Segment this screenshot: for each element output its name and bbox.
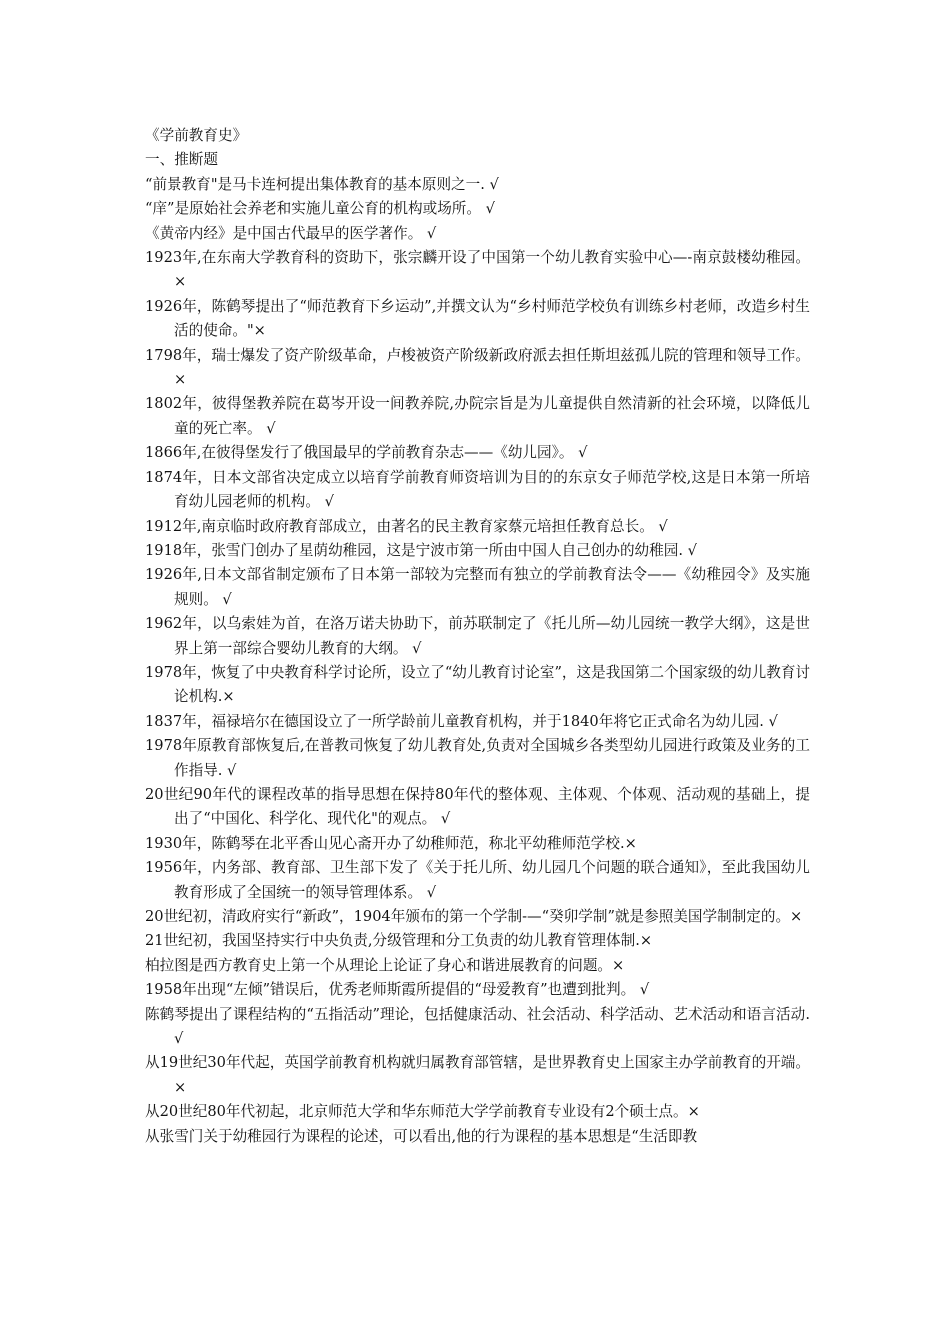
statement-item: 1912年,南京临时政府教育部成立，由著名的民主教育家蔡元培担任教育总长。 √ [145, 517, 668, 535]
statement-item: 1930年，陈鹤琴在北平香山见心斋开办了幼稚师范，称北平幼稚师范学校.× [145, 834, 637, 852]
statement-item: 20世纪90年代的课程改革的指导思想在保持80年代的整体观、主体观、个体观、活动观的基础上，提出了“中国化、科学化、现代化"的观点。 √ [145, 785, 810, 828]
statement-item: 1926年,日本文部省制定颁布了日本第一部较为完整而有独立的学前教育法令——《幼稚园令》及实施规则。 √ [145, 566, 810, 608]
document-title: 《学前教育史》 [145, 127, 248, 144]
statement-item: 《黄帝内经》是中国古代最早的医学著作。 √ [145, 224, 437, 242]
statement-item: 从张雪门关于幼稚园行为课程的论述，可以看出,他的行为课程的基本思想是“生活即教 [145, 1127, 698, 1145]
statement-item: 陈鹤琴提出了课程结构的“五指活动”理论，包括健康活动、社会活动、科学活动、艺术活动和语言活动. √ [145, 1005, 810, 1048]
statement-item: 1958年出现“左倾”错误后，优秀老师斯霞所提倡的“母爱教育”也遭到批判。 √ [145, 981, 650, 999]
statement-item: “前景教育"是马卡连柯提出集体教育的基本原则之一. √ [145, 175, 499, 193]
statement-item: 1923年,在东南大学教育科的资助下，张宗麟开设了中国第一个幼儿教育实验中心—-南京鼓楼幼稚园。× [145, 249, 810, 291]
statement-item: 1926年，陈鹤琴提出了“师范教育下乡运动”,并撰文认为“乡村师范学校负有训练乡村老师，改造乡村生活的使命。"× [145, 297, 810, 340]
statement-item: 1802年，彼得堡教养院在葛岑开设一间教养院,办院宗旨是为儿童提供自然清新的社会环境，以降低儿童的死亡率。 √ [145, 395, 810, 437]
statement-item: 1956年，内务部、教育部、卫生部下发了《关于托儿所、幼儿园几个问题的联合通知》，至此我国幼儿教育形成了全国统一的领导管理体系。 √ [145, 859, 810, 901]
section-heading: 一、推断题 [145, 151, 218, 169]
statement-item: “庠”是原始社会养老和实施儿童公育的机构或场所。 √ [145, 200, 495, 218]
statement-item: 21世纪初，我国坚持实行中央负责,分级管理和分工负责的幼儿教育管理体制.× [145, 932, 653, 950]
statement-item: 1918年，张雪门创办了星荫幼稚园，这是宁波市第一所由中国人自己创办的幼稚园. √ [145, 541, 697, 559]
statement-item: 柏拉图是西方教育史上第一个从理论上论证了身心和谐进展教育的问题。× [145, 956, 625, 974]
statement-item: 1866年,在彼得堡发行了俄国最早的学前教育杂志——《幼儿园》。 √ [145, 444, 588, 462]
statement-item: 1978年原教育部恢复后,在普教司恢复了幼儿教育处,负责对全国城乡各类型幼儿园进行政策及业务的工作指导. √ [145, 737, 810, 779]
statement-item: 从20世纪80年代初起，北京师范大学和华东师范大学学前教育专业设有2个硕士点。× [145, 1103, 700, 1121]
statement-item: 1874年，日本文部省决定成立以培育学前教育师资培训为目的的东京女子师范学校,这是日本第一所培育幼儿园老师的机构。 √ [145, 468, 810, 511]
statement-item: 从19世纪30年代起，英国学前教育机构就归属教育部管辖，是世界教育史上国家主办学前教育的开端。× [145, 1054, 810, 1096]
statement-item: 20世纪初，清政府实行“新政”，1904年颁布的第一个学制-—“癸卯学制”就是参照美国学制制定的。× [145, 908, 803, 925]
statement-item: 1962年，以乌索娃为首，在洛万诺夫协助下，前苏联制定了《托儿所—幼儿园统一教学大纲》，这是世界上第一部综合婴幼儿教育的大纲。 √ [145, 615, 810, 657]
statement-item: 1837年，福禄培尔在德国设立了一所学龄前儿童教育机构，并于1840年将它正式命名为幼儿园. √ [145, 712, 778, 730]
document-body [145, 124, 810, 1149]
statement-item: 1798年，瑞士爆发了资产阶级革命，卢梭被资产阶级新政府派去担任斯坦兹孤儿院的管理和领导工作。× [145, 346, 810, 389]
statement-item: 1978年，恢复了中央教育科学讨论所，设立了“幼儿教育讨论室”，这是我国第二个国家级的幼儿教育讨论机构.× [145, 663, 811, 706]
statement-list [145, 173, 810, 1149]
